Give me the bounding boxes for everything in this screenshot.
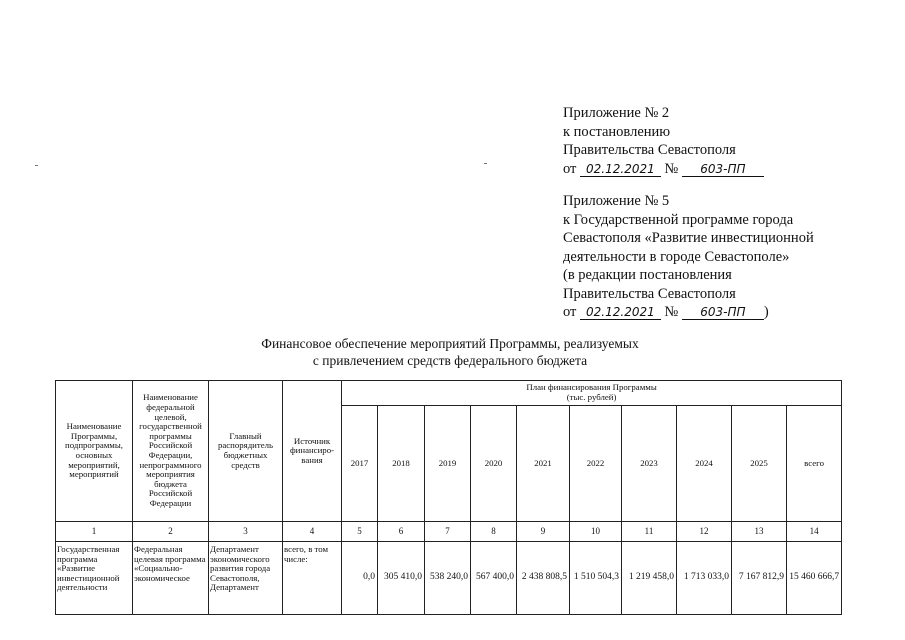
title-line: Финансовое обеспечение мероприятий Программы, реализуемых [261,336,639,351]
from-label: от [563,160,577,177]
document-title [190,335,710,369]
financing-table [55,380,842,615]
appendix-2-title: Приложение № 2 [563,105,670,121]
appendix-5-line: деятельности в городе Севастополе» [563,248,790,265]
column-number: 5 [342,522,378,542]
appendix-5-line: Севастополя «Развитие инвестиционной [563,230,814,246]
appendix-5-block [563,192,814,322]
handwritten-number: 603-ПП [682,162,764,177]
value-cell: 2 438 808,5 [517,542,570,615]
handwritten-number: 603-ПП [682,305,764,320]
table-row [56,542,842,615]
value-cell: 1 219 458,0 [622,542,677,615]
value-cell: 305 410,0 [378,542,425,615]
program-name-cell: Государственная программа «Развитие инвестиционной деятельности [56,542,133,615]
header-total: всего [787,406,842,522]
header-budget-distributor: Главный распорядитель бюджетных средств [209,381,283,522]
closing-paren: ) [763,304,769,320]
column-number: 4 [283,522,342,542]
appendix-5-date-line [563,303,814,322]
header-year: 2021 [517,406,570,522]
header-program-name: Наименование Программы, подпрограммы, основных мероприятий, мероприятий [56,381,133,522]
column-number: 1 [56,522,133,542]
total-value-cell: 15 460 666,7 [787,542,842,615]
federal-program-cell: Федеральная целевая программа «Социально-экономическое [133,542,209,615]
funding-source-cell: всего, в том числе: [283,542,342,615]
handwritten-date: 02.12.2021 [580,162,661,177]
title-line: с привлечением средств федерального бюджета [312,353,588,368]
value-cell: 0,0 [342,542,378,615]
scan-speck [484,163,487,164]
header-year: 2018 [378,406,425,522]
header-financing-plan [342,381,842,406]
header-year: 2025 [732,406,787,522]
column-number: 8 [471,522,517,542]
appendix-5-line: (в редакции постановления [563,267,732,283]
appendix-2-line: к постановлению [563,123,671,140]
number-label: № [664,304,679,320]
header-year: 2019 [425,406,471,522]
column-number: 13 [732,522,787,542]
value-cell: 1 713 033,0 [677,542,732,615]
financing-plan-units: (тыс. рублей) [566,392,617,402]
appendix-5-line: Правительства Севастополя [563,285,736,302]
financing-plan-label: План финансирования Программы [526,382,657,393]
column-number: 10 [570,522,622,542]
header-year: 2020 [471,406,517,522]
value-cell: 7 167 812,9 [732,542,787,615]
appendix-2-block [563,104,764,178]
column-number: 6 [378,522,425,542]
header-year: 2023 [622,406,677,522]
column-number: 9 [517,522,570,542]
distributor-cell: Департамент экономического развития города Севастополя, Департамент [209,542,283,615]
scan-speck [35,165,38,166]
header-year: 2024 [677,406,732,522]
appendix-2-line: Правительства Севастополя [563,142,736,158]
column-number: 2 [133,522,209,542]
appendix-2-date-line [563,160,764,179]
value-cell: 1 510 504,3 [570,542,622,615]
header-year: 2017 [342,406,378,522]
handwritten-date: 02.12.2021 [580,305,661,320]
appendix-5-title: Приложение № 5 [563,193,670,209]
column-number: 3 [209,522,283,542]
column-number: 7 [425,522,471,542]
value-cell: 538 240,0 [425,542,471,615]
appendix-5-line: к Государственной программе города [563,211,794,228]
header-year: 2022 [570,406,622,522]
header-federal-program: Наименование федеральной целевой, государственной программы Российской Федерации, непрограммного мероприятия бюджета Российской Федерации [133,381,209,522]
column-number: 11 [622,522,677,542]
header-funding-source: Источник финансиро-вания [283,381,342,522]
value-cell: 567 400,0 [471,542,517,615]
number-label: № [664,160,679,177]
column-number: 12 [677,522,732,542]
column-number: 14 [787,522,842,542]
from-label: от [563,304,577,320]
